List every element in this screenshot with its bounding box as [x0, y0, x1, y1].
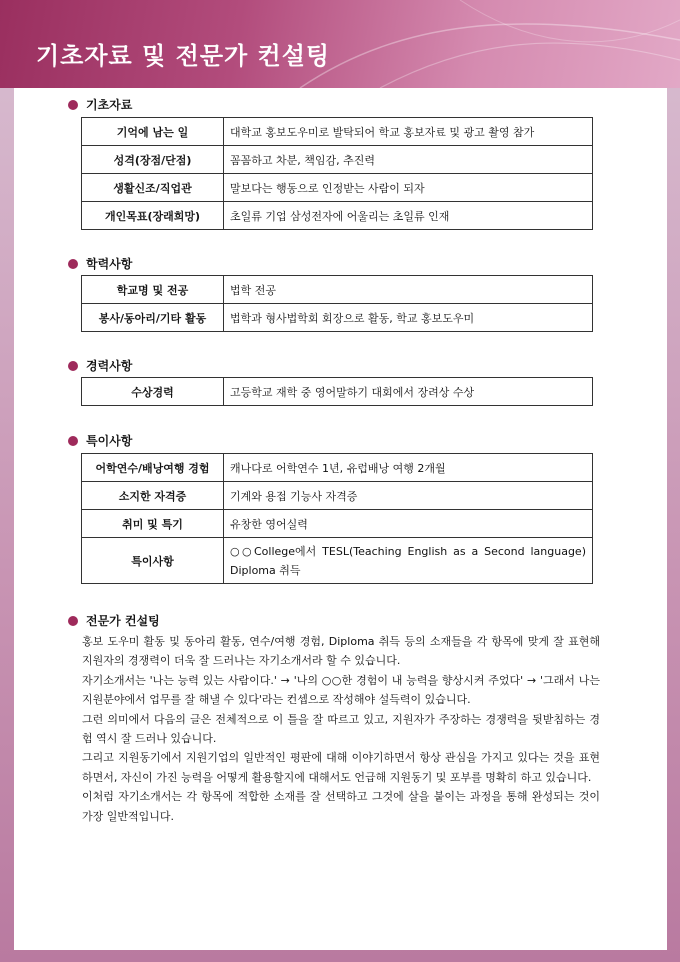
bullet-icon: [68, 616, 78, 626]
consulting-paragraph: 그런 의미에서 다음의 글은 전체적으로 이 틀을 잘 따르고 있고, 지원자가 주장하는 경쟁력을 뒷받침하는 경험 역시 잘 드러나 있습니다.: [82, 712, 600, 746]
row-value: 법학과 형사법학회 회장으로 활동, 학교 홍보도우미: [224, 304, 593, 332]
row-value: 고등학교 재학 중 영어말하기 대회에서 장려상 수상: [224, 378, 593, 406]
page-header: [0, 0, 680, 88]
table-row: [82, 454, 593, 482]
special-table: [81, 453, 593, 584]
bullet-icon: [68, 361, 78, 371]
row-label: 봉사/동아리/기타 활동: [82, 304, 224, 332]
table-row: [82, 378, 593, 406]
consulting-paragraph: 자기소개서는 '나는 능력 있는 사람이다.' → '나의 ○○한 경험이 내 능력을 향상시켜 주었다' → '그래서 나는 지원분야에서 업무를 잘 해낼 수 있다'라는 컨셉으로 작성해야 설득력이 있습니다.: [82, 673, 600, 707]
table-row: [82, 146, 593, 174]
row-value: 캐나다로 어학연수 1년, 유럽배낭 여행 2개월: [224, 454, 593, 482]
table-row: [82, 276, 593, 304]
consulting-text: [82, 632, 600, 826]
section-title-consulting: 전문가 컨설팅: [68, 612, 160, 629]
section-title-basic: 기초자료: [68, 96, 132, 113]
table-row: [82, 538, 593, 584]
career-table: [81, 377, 593, 406]
row-value: 기계와 용접 기능사 자격증: [224, 482, 593, 510]
section-title-special: 특이사항: [68, 432, 132, 449]
table-row: [82, 174, 593, 202]
row-value: 법학 전공: [224, 276, 593, 304]
bullet-icon: [68, 436, 78, 446]
row-value: 말보다는 행동으로 인정받는 사람이 되자: [224, 174, 593, 202]
table-row: [82, 202, 593, 230]
row-label: 기억에 남는 일: [82, 118, 224, 146]
row-value: 대학교 홍보도우미로 발탁되어 학교 홍보자료 및 광고 촬영 참가: [224, 118, 593, 146]
basic-info-table: [81, 117, 593, 230]
row-value: 초일류 기업 삼성전자에 어울리는 초일류 인재: [224, 202, 593, 230]
row-label: 성격(장점/단점): [82, 146, 224, 174]
table-row: [82, 304, 593, 332]
consulting-paragraph: 이처럼 자기소개서는 각 항목에 적합한 소재를 잘 선택하고 그것에 살을 붙이는 과정을 통해 완성되는 것이 가장 일반적입니다.: [82, 790, 600, 823]
page-title: 기초자료 및 전문가 컨설팅: [36, 42, 331, 70]
section-title-career: 경력사항: [68, 357, 132, 374]
row-value: ○○College에서 TESL(Teaching English as a Second language) Diploma 취득: [224, 538, 593, 584]
row-label: 생활신조/직업관: [82, 174, 224, 202]
bullet-icon: [68, 100, 78, 110]
consulting-paragraph: 홍보 도우미 활동 및 동아리 활동, 연수/여행 경험, Diploma 취득 등의 소재들을 각 항목에 맞게 잘 표현해 지원자의 경쟁력이 더욱 잘 드러나는 자기소개서라 할 수 있습니다.: [82, 635, 600, 668]
row-label: 취미 및 특기: [82, 510, 224, 538]
consulting-paragraph: 그리고 지원동기에서 지원기업의 일반적인 평판에 대해 이야기하면서 항상 관심을 가지고 있다는 것을 표현하면서, 자신이 가진 능력을 어떻게 활용할지에 대해서도 언급해 지원동기 및 포부를 명확히 하고 있습니다.: [82, 751, 600, 784]
row-label: 수상경력: [82, 378, 224, 406]
table-row: [82, 118, 593, 146]
row-label: 어학연수/배낭여행 경험: [82, 454, 224, 482]
row-value: 꼼꼼하고 차분, 책임감, 추진력: [224, 146, 593, 174]
section-title-education: 학력사항: [68, 255, 132, 272]
row-label: 특이사항: [82, 538, 224, 584]
bullet-icon: [68, 259, 78, 269]
row-label: 학교명 및 전공: [82, 276, 224, 304]
education-table: [81, 275, 593, 332]
row-label: 개인목표(장래희망): [82, 202, 224, 230]
row-value: 유창한 영어실력: [224, 510, 593, 538]
table-row: [82, 510, 593, 538]
table-row: [82, 482, 593, 510]
row-label: 소지한 자격증: [82, 482, 224, 510]
